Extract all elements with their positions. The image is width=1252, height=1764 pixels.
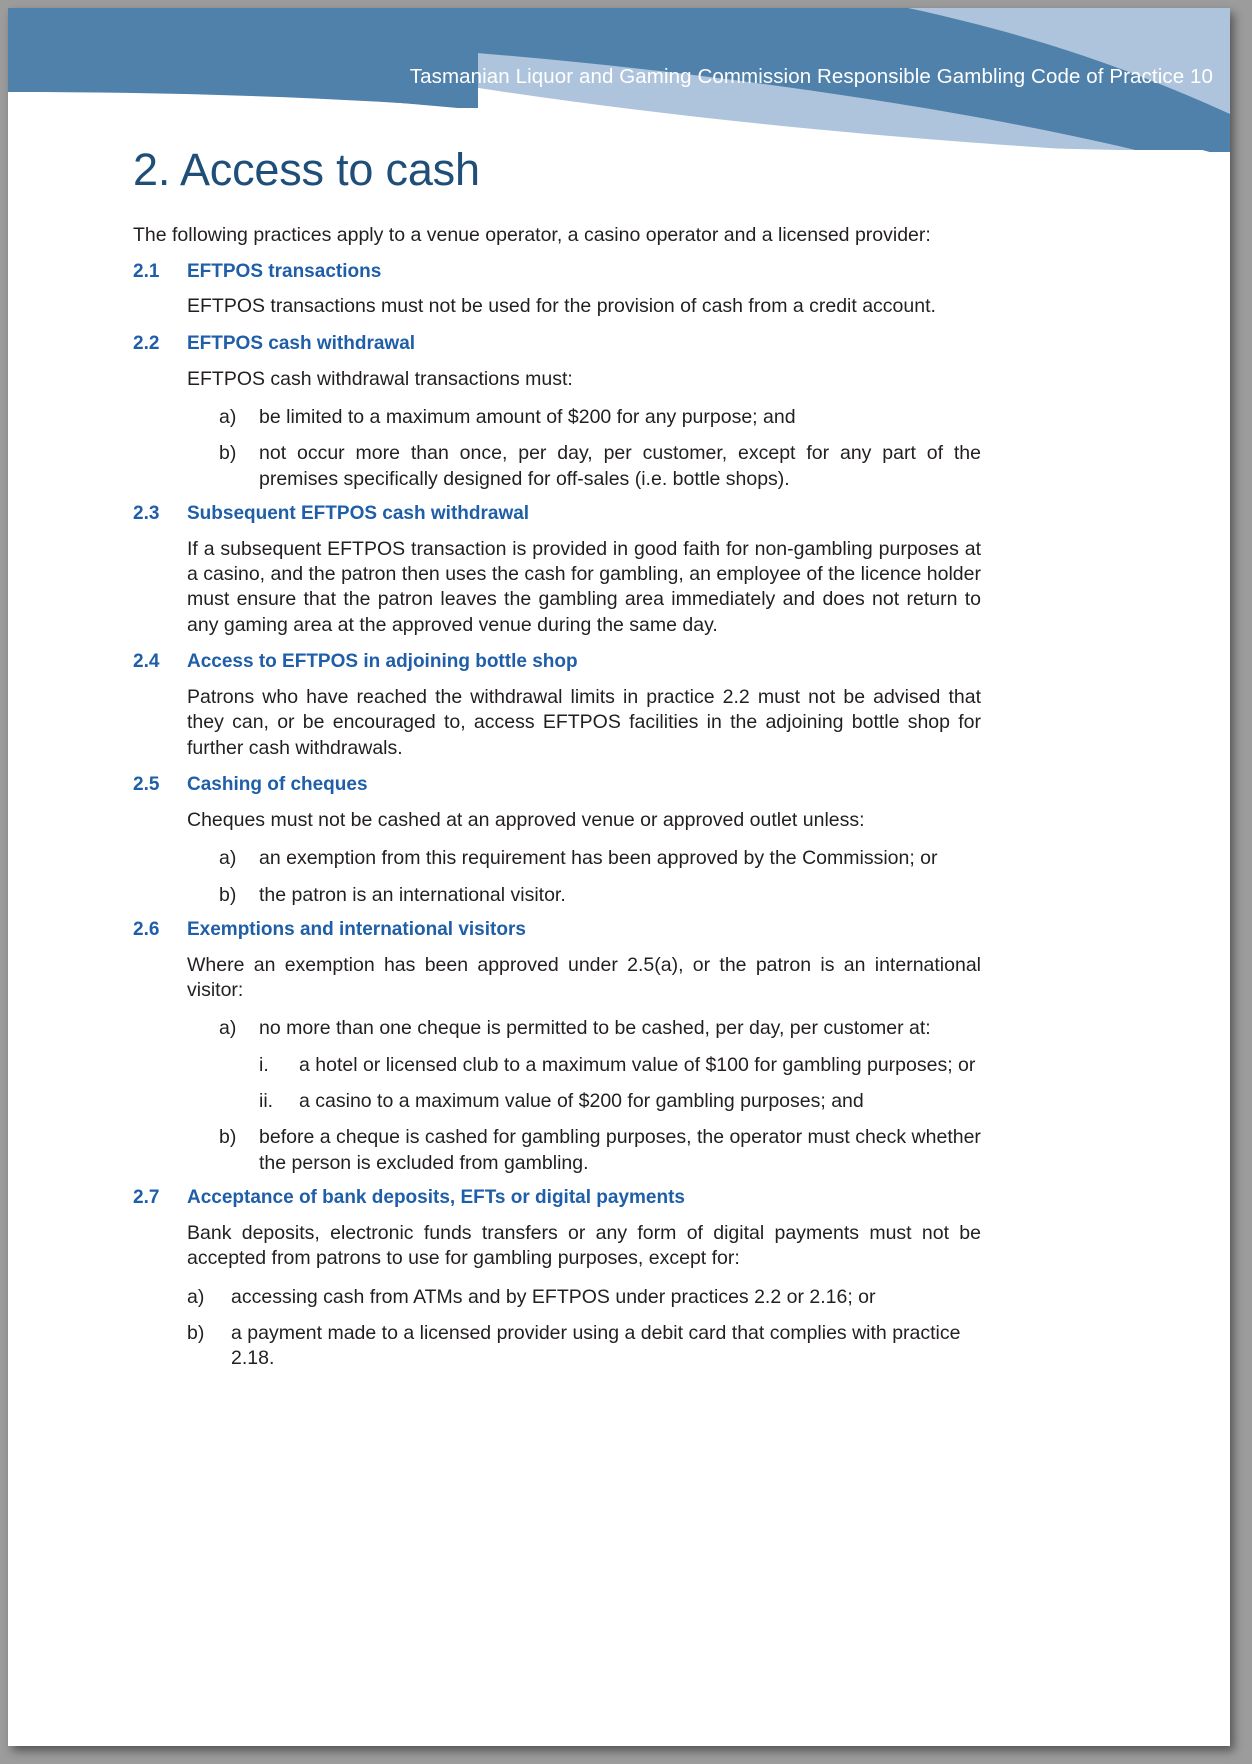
document-page xyxy=(8,8,1230,1746)
sub-list-item-marker: ii. xyxy=(259,1090,274,1113)
list-item xyxy=(219,1016,981,1041)
list-item xyxy=(187,1321,981,1372)
list-item-text: before a cheque is cashed for gambling purposes, the operator must check whether the person is excluded from gambling. xyxy=(259,1126,981,1174)
section-body-2-3: If a subsequent EFTPOS transaction is provided in good faith for non-gambling purposes at a casino, and the patron then uses the cash for gambling, an employee of the licence holder must ensure that the patron leaves the gambling area immediately and does not return to any gaming area at the approved venue during the same day. xyxy=(187,537,981,636)
body-area xyxy=(133,226,981,1383)
section-number: 2.6 xyxy=(133,918,160,940)
list-item-text: a payment made to a licensed provider using a debit card that complies with practice 2.18. xyxy=(231,1322,961,1370)
list-item xyxy=(219,883,981,908)
list-item-marker: a) xyxy=(219,847,237,870)
section-heading-2-4 xyxy=(133,651,981,673)
section-number: 2.3 xyxy=(133,502,160,524)
section-title: Exemptions and international visitors xyxy=(187,918,526,940)
list-item-marker: a) xyxy=(187,1285,205,1308)
section-number: 2.7 xyxy=(133,1187,160,1209)
sub-list-item-marker: i. xyxy=(259,1053,269,1076)
section-title: EFTPOS transactions xyxy=(187,260,382,282)
list-item xyxy=(219,441,981,492)
section-heading-2-5 xyxy=(133,774,981,796)
list-item-marker: b) xyxy=(219,442,237,465)
page-title: 2. Access to cash xyxy=(133,144,480,195)
sub-list-item-text: a casino to a maximum value of $200 for gambling purposes; and xyxy=(299,1090,864,1113)
list-item xyxy=(219,846,981,871)
section-heading-2-3 xyxy=(133,503,981,525)
sub-list-item xyxy=(259,1089,981,1114)
list-item-marker: a) xyxy=(219,405,237,428)
list-item-text: the patron is an international visitor. xyxy=(259,883,566,906)
list-item-text: accessing cash from ATMs and by EFTPOS under practices 2.2 or 2.16; or xyxy=(231,1285,876,1308)
list-item xyxy=(219,1125,981,1176)
section-heading-2-6 xyxy=(133,919,981,941)
header-title: Tasmanian Liquor and Gaming Commission Responsible Gambling Code of Practice 10 xyxy=(409,65,1213,88)
list-item-text: an exemption from this requirement has been approved by the Commission; or xyxy=(259,847,938,870)
section-heading-2-2 xyxy=(133,333,981,355)
section-number: 2.1 xyxy=(133,260,160,282)
list-item-marker: b) xyxy=(219,883,237,906)
header-banner xyxy=(8,8,1230,158)
section-title: Access to EFTPOS in adjoining bottle shop xyxy=(187,651,578,673)
section-number: 2.4 xyxy=(133,651,160,673)
section-title: Acceptance of bank deposits, EFTs or digital payments xyxy=(187,1187,685,1209)
section-number: 2.2 xyxy=(133,332,160,354)
section-body-2-4: Patrons who have reached the withdrawal limits in practice 2.2 must not be advised that they can, or be encouraged to, access EFTPOS facilities in the adjoining bottle shop for further cash withdrawals. xyxy=(187,685,981,759)
section-number: 2.5 xyxy=(133,774,160,795)
list-item-text: no more than one cheque is permitted to be cashed, per day, per customer at: xyxy=(259,1017,931,1040)
list-item-marker: a) xyxy=(219,1017,237,1040)
section-title: EFTPOS cash withdrawal xyxy=(187,332,416,354)
section-body-2-1: EFTPOS transactions must not be used for the provision of cash from a credit account. xyxy=(187,295,936,318)
intro-paragraph: The following practices apply to a venue operator, a casino operator and a licensed provider: xyxy=(133,224,931,246)
section-body-2-5: Cheques must not be cashed at an approved venue or approved outlet unless: xyxy=(187,808,865,831)
list-item xyxy=(219,405,981,430)
list-item xyxy=(187,1285,981,1310)
sub-list-item xyxy=(259,1053,981,1078)
list-item-text: not occur more than once, per day, per customer, except for any part of the premises specifically designed for off-sales (i.e. bottle shops). xyxy=(259,442,981,490)
sub-list-item-text: a hotel or licensed club to a maximum value of $100 for gambling purposes; or xyxy=(299,1053,976,1076)
section-body-2-7: Bank deposits, electronic funds transfers or any form of digital payments must not be accepted from patrons to use for gambling purposes, except for: xyxy=(187,1221,981,1270)
section-title: Cashing of cheques xyxy=(187,774,368,795)
list-item-marker: b) xyxy=(187,1322,205,1344)
list-item-marker: b) xyxy=(219,1126,237,1149)
section-title: Subsequent EFTPOS cash withdrawal xyxy=(187,502,530,524)
list-item-text: be limited to a maximum amount of $200 for any purpose; and xyxy=(259,405,796,428)
section-heading-2-1 xyxy=(133,261,981,283)
section-heading-2-7 xyxy=(133,1187,981,1209)
section-body-2-6: Where an exemption has been approved under 2.5(a), or the patron is an international visitor: xyxy=(187,953,981,1002)
section-body-2-2: EFTPOS cash withdrawal transactions must: xyxy=(187,367,573,390)
